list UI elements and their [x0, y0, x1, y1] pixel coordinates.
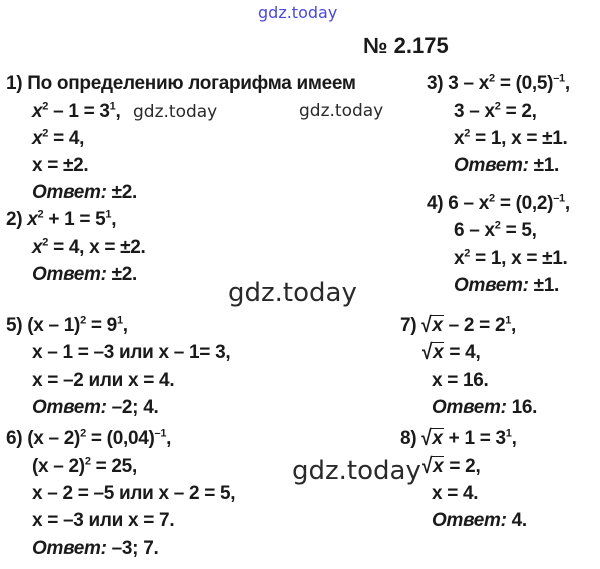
watermark: gdz.today: [292, 456, 421, 486]
p2-line-2: $x^2 = 4$, x = ±2.: [32, 236, 146, 258]
p7-line-1: 7) $√x - 2 = 2^1$,: [400, 313, 517, 338]
p1-line-3: $x^2 = 4$,: [32, 127, 85, 149]
p6-line-1: 6) $(x - 2)^2 = (0,04)^{-1}$,: [6, 427, 172, 449]
p6-line-2: (x – 2)$^2$ = 25,: [32, 455, 137, 477]
p6-line-4: x = –3 или x = 7.: [32, 510, 175, 531]
p4-line-3: $x^2 = 1$, x = ±1.: [454, 247, 568, 269]
p4-line-2: $6 - x^2 = 5$,: [454, 219, 537, 241]
p5-line-2: x – 1 = –3 или x – 1= 3,: [32, 342, 231, 363]
p1-answer: Ответ: ±2.: [32, 182, 138, 203]
sqrt-sign-icon: √: [421, 426, 432, 451]
p3-line-2: $3 - x^2 = 2$,: [454, 100, 537, 122]
sqrt-sign-icon: √: [422, 340, 433, 365]
p8-line-1: 8) $√x + 1 = 3^1$,: [400, 426, 517, 451]
p3-answer: Ответ: ±1.: [454, 155, 560, 176]
p5-line-3: x = –2 или x = 4.: [32, 370, 175, 391]
p4-line-1: 4) $6 - x^2 = (0,2)^{-1}$,: [427, 192, 570, 214]
p5-line-1: 5) $(x - 1)^2 = 9^1$,: [6, 314, 128, 336]
p3-line-3: $x^2 = 1$, x = ±1.: [454, 127, 568, 149]
sqrt-sign-icon: √: [422, 454, 433, 479]
p1-line-1: 1) По определению логарифма имеем: [6, 73, 356, 94]
p7-answer: Ответ: 16.: [432, 397, 538, 418]
sqrt-sign-icon: √: [421, 313, 432, 338]
watermark-top: gdz.today: [258, 3, 338, 22]
watermark: gdz.today: [228, 278, 357, 308]
p1-line-4: x = ±2.: [32, 155, 89, 176]
p2-line-1: 2) $x^2 + 1 = 5^1$,: [6, 208, 117, 230]
watermark: gdz.today: [133, 102, 218, 122]
p6-line-3: x – 2 = –5 или x – 2 = 5,: [32, 483, 236, 504]
watermark: gdz.today: [299, 101, 384, 121]
p7-line-3: x = 16.: [432, 370, 489, 391]
p2-answer: Ответ: ±2.: [32, 264, 138, 285]
p8-answer: Ответ: 4.: [432, 510, 527, 531]
p1-line-2: $x^2 - 1 = 3^1$,: [32, 100, 121, 122]
p3-line-1: 3) $3 - x^2 = (0,5)^{-1}$,: [427, 72, 570, 94]
problem-number: № 2.175: [363, 33, 449, 58]
p8-line-2: √x = 2,: [422, 454, 481, 479]
p5-answer: Ответ: –2; 4.: [32, 397, 159, 418]
p6-answer: Ответ: –3; 7.: [32, 538, 159, 559]
p7-line-2: √x = 4,: [422, 340, 481, 365]
p4-answer: Ответ: ±1.: [454, 275, 560, 296]
p8-line-3: x = 4.: [432, 483, 479, 504]
